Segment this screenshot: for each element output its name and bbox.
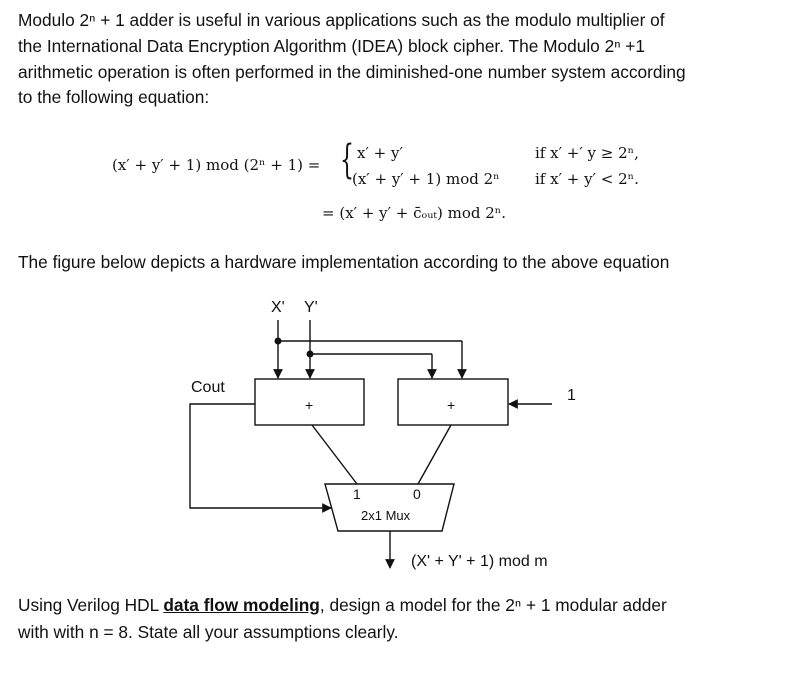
question-line-1 xyxy=(18,592,778,619)
output-label: (X' + Y' + 1) mod m xyxy=(411,553,548,570)
mux-label: 2x1 Mux xyxy=(361,508,411,523)
x-input-wire xyxy=(278,320,462,378)
question-paragraph xyxy=(18,592,778,646)
equation-case1-cond: if x′ +′ y ≥ 2ⁿ, xyxy=(535,144,639,162)
input-x-label: X' xyxy=(271,299,285,316)
question-text-1: Using Verilog HDL xyxy=(18,595,164,615)
left-adder-out-wire xyxy=(312,425,357,484)
mux-in0-label: 0 xyxy=(413,486,421,502)
equation-case2-expr: (x′ + y′ + 1) mod 2ⁿ xyxy=(352,170,500,188)
y-junction-dot xyxy=(307,351,314,358)
equation-brace: { xyxy=(340,137,354,183)
equation-line-2: = (x′ + y′ + c̄ₒᵤₜ) mod 2ⁿ. xyxy=(322,204,507,222)
equation-case2-cond: if x′ + y′ < 2ⁿ. xyxy=(535,170,639,188)
x-junction-dot xyxy=(275,338,282,345)
right-adder-op: + xyxy=(447,397,456,413)
question-emphasis: data flow modeling xyxy=(163,595,320,615)
intro-line-1: Modulo 2ⁿ + 1 adder is useful in various applications such as the modulo multiplier of xyxy=(18,10,665,30)
input-y-label: Y' xyxy=(304,299,318,316)
equation-lhs: (x′ + y′ + 1) mod (2ⁿ + 1) = xyxy=(112,156,321,174)
right-adder-out-wire xyxy=(418,425,451,484)
mux-in1-label: 1 xyxy=(353,486,361,502)
question-text-2: , design a model for the 2ⁿ + 1 modular adder xyxy=(319,595,667,615)
intro-line-3: arithmetic operation is often performed in the diminished-one number system according xyxy=(18,61,686,82)
intro-line-2: the International Data Encryption Algorithm (IDEA) block cipher. The Modulo 2ⁿ +1 xyxy=(18,35,646,56)
question-line-2: with with n = 8. State all your assumptions clearly. xyxy=(18,622,399,642)
intro-line-4: to the following equation: xyxy=(18,87,210,108)
const-one-label: 1 xyxy=(567,387,576,404)
figure-intro-text: The figure below depicts a hardware implementation according to the above equation xyxy=(18,252,670,272)
equation-case1-expr: x′ + y′ xyxy=(357,144,403,162)
y-input-wire xyxy=(310,320,432,378)
cout-label: Cout xyxy=(191,379,225,396)
left-adder-op: + xyxy=(305,397,314,413)
